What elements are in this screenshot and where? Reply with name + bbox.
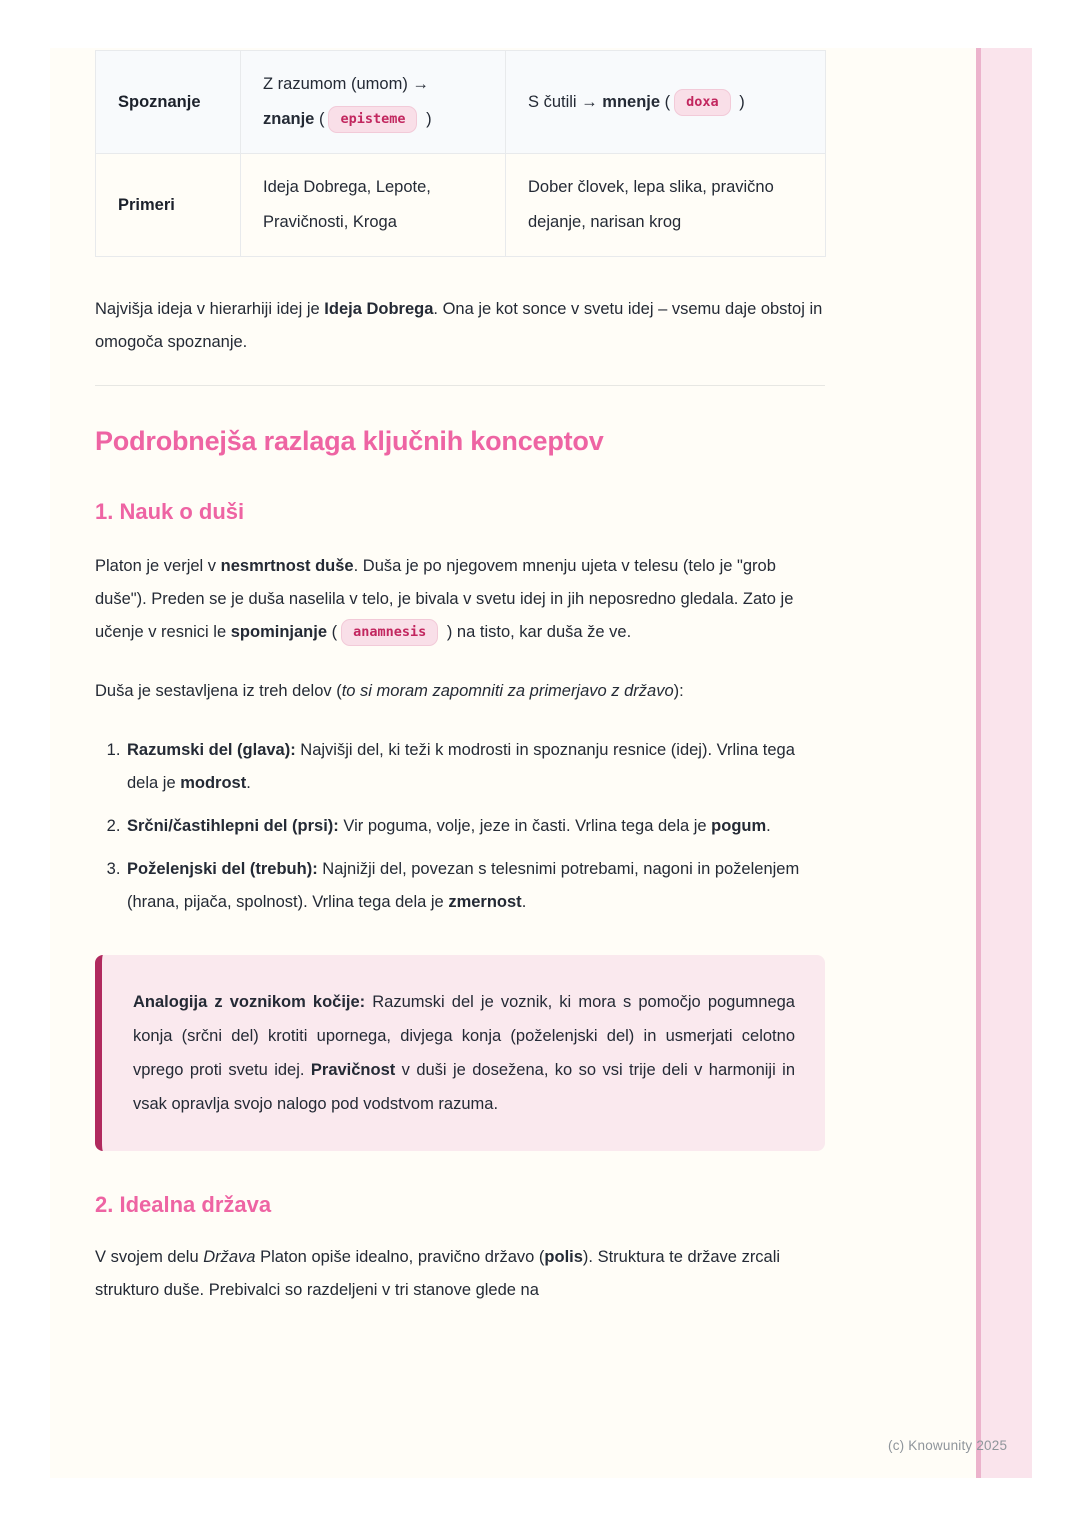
list-item: 2. Srčni/častihlepni del (prsi): Vir poguma, volje, jeze in časti. Vrlina tega dela je pogum. (125, 810, 825, 843)
cell-text: Ideja Dobrega, Lepote, Pravičnosti, Kroga (263, 178, 431, 231)
intro-paragraph: Najvišja ideja v hierarhiji idej je Ideja Dobrega. Ona je kot sonce v svetu idej – vsemu daje obstoj in omogoča spoznanje. (95, 300, 823, 351)
table-row (96, 51, 826, 154)
state-paragraph: V svojem delu Država Platon opiše idealno, pravično državo (polis). Struktura te države zrcali strukturo duše. Prebivalci so razdeljeni v tri stanove glede na (95, 1248, 781, 1299)
soul-paragraph-2: Duša je sestavljena iz treh delov (to si moram zapomniti za primerjavo z državo): (95, 682, 684, 700)
analogy-callout: Analogija z voznikom kočije: Razumski del je voznik, ki mora s pomočjo pogumnega konja (srčni del) krotiti upornega, divjega konja (poželenjski del) in usmerjati celotno vprego proti svetu idej. Pravičnost v duši je dosežena, ko so vsi trije deli v harmoniji in vsak opravlja svojo nalogo pod vodstvom razuma. (95, 955, 825, 1151)
soul-paragraph-1: Platon je verjel v nesmrtnost duše. Duša je po njegovem mnenju ujeta v telesu (telo je "grob duše"). Preden se je duša naselila v telo, je bivala v svetu idej in jih neposredno gledala. Zato je učenje v resnici le spominjanje ( anamnesis ) na tisto, kar duša že ve. (95, 550, 825, 649)
table-cell-sense-world (506, 51, 826, 154)
note-content (95, 48, 825, 1307)
list-item: 3. Poželenjski del (trebuh): Najnižji del, povezan s telesnimi potrebami, nagoni in poželenjem (hrana, pijača, spolnost). Vrlina tega dela je zmernost. (125, 853, 825, 919)
page-edge-decoration-band (976, 48, 1032, 1478)
cell-text: S čutili → mnenje ( doxa ) (528, 85, 803, 120)
subsection-heading-state: 2. Idealna država (95, 1192, 272, 1217)
table-row (96, 154, 826, 257)
note-page (50, 48, 1032, 1478)
list-item: 1. Razumski del (glava): Najvišji del, ki teži k modrosti in spoznanju resnice (idej). Vrlina tega dela je modrost. (125, 734, 825, 800)
soul-parts-list (95, 734, 825, 919)
table-row-label (96, 51, 241, 154)
table-cell-sense-world (506, 154, 826, 257)
section-divider (95, 385, 825, 386)
row-label-text: Primeri (118, 195, 175, 214)
copyright-watermark: (c) Knowunity 2025 (888, 1438, 1008, 1453)
cell-text: Dober človek, lepa slika, pravično dejanje, narisan krog (528, 178, 774, 231)
row-label-text: Spoznanje (118, 92, 201, 111)
cell-text: Z razumom (umom) → znanje ( episteme ) (263, 67, 483, 137)
table-cell-ideas-world (241, 154, 506, 257)
knowledge-comparison-table (95, 50, 826, 257)
table-cell-ideas-world (241, 51, 506, 154)
table-row-label (96, 154, 241, 257)
subsection-heading-soul: 1. Nauk o duši (95, 499, 245, 524)
section-heading: Podrobnejša razlaga ključnih konceptov (95, 426, 604, 456)
